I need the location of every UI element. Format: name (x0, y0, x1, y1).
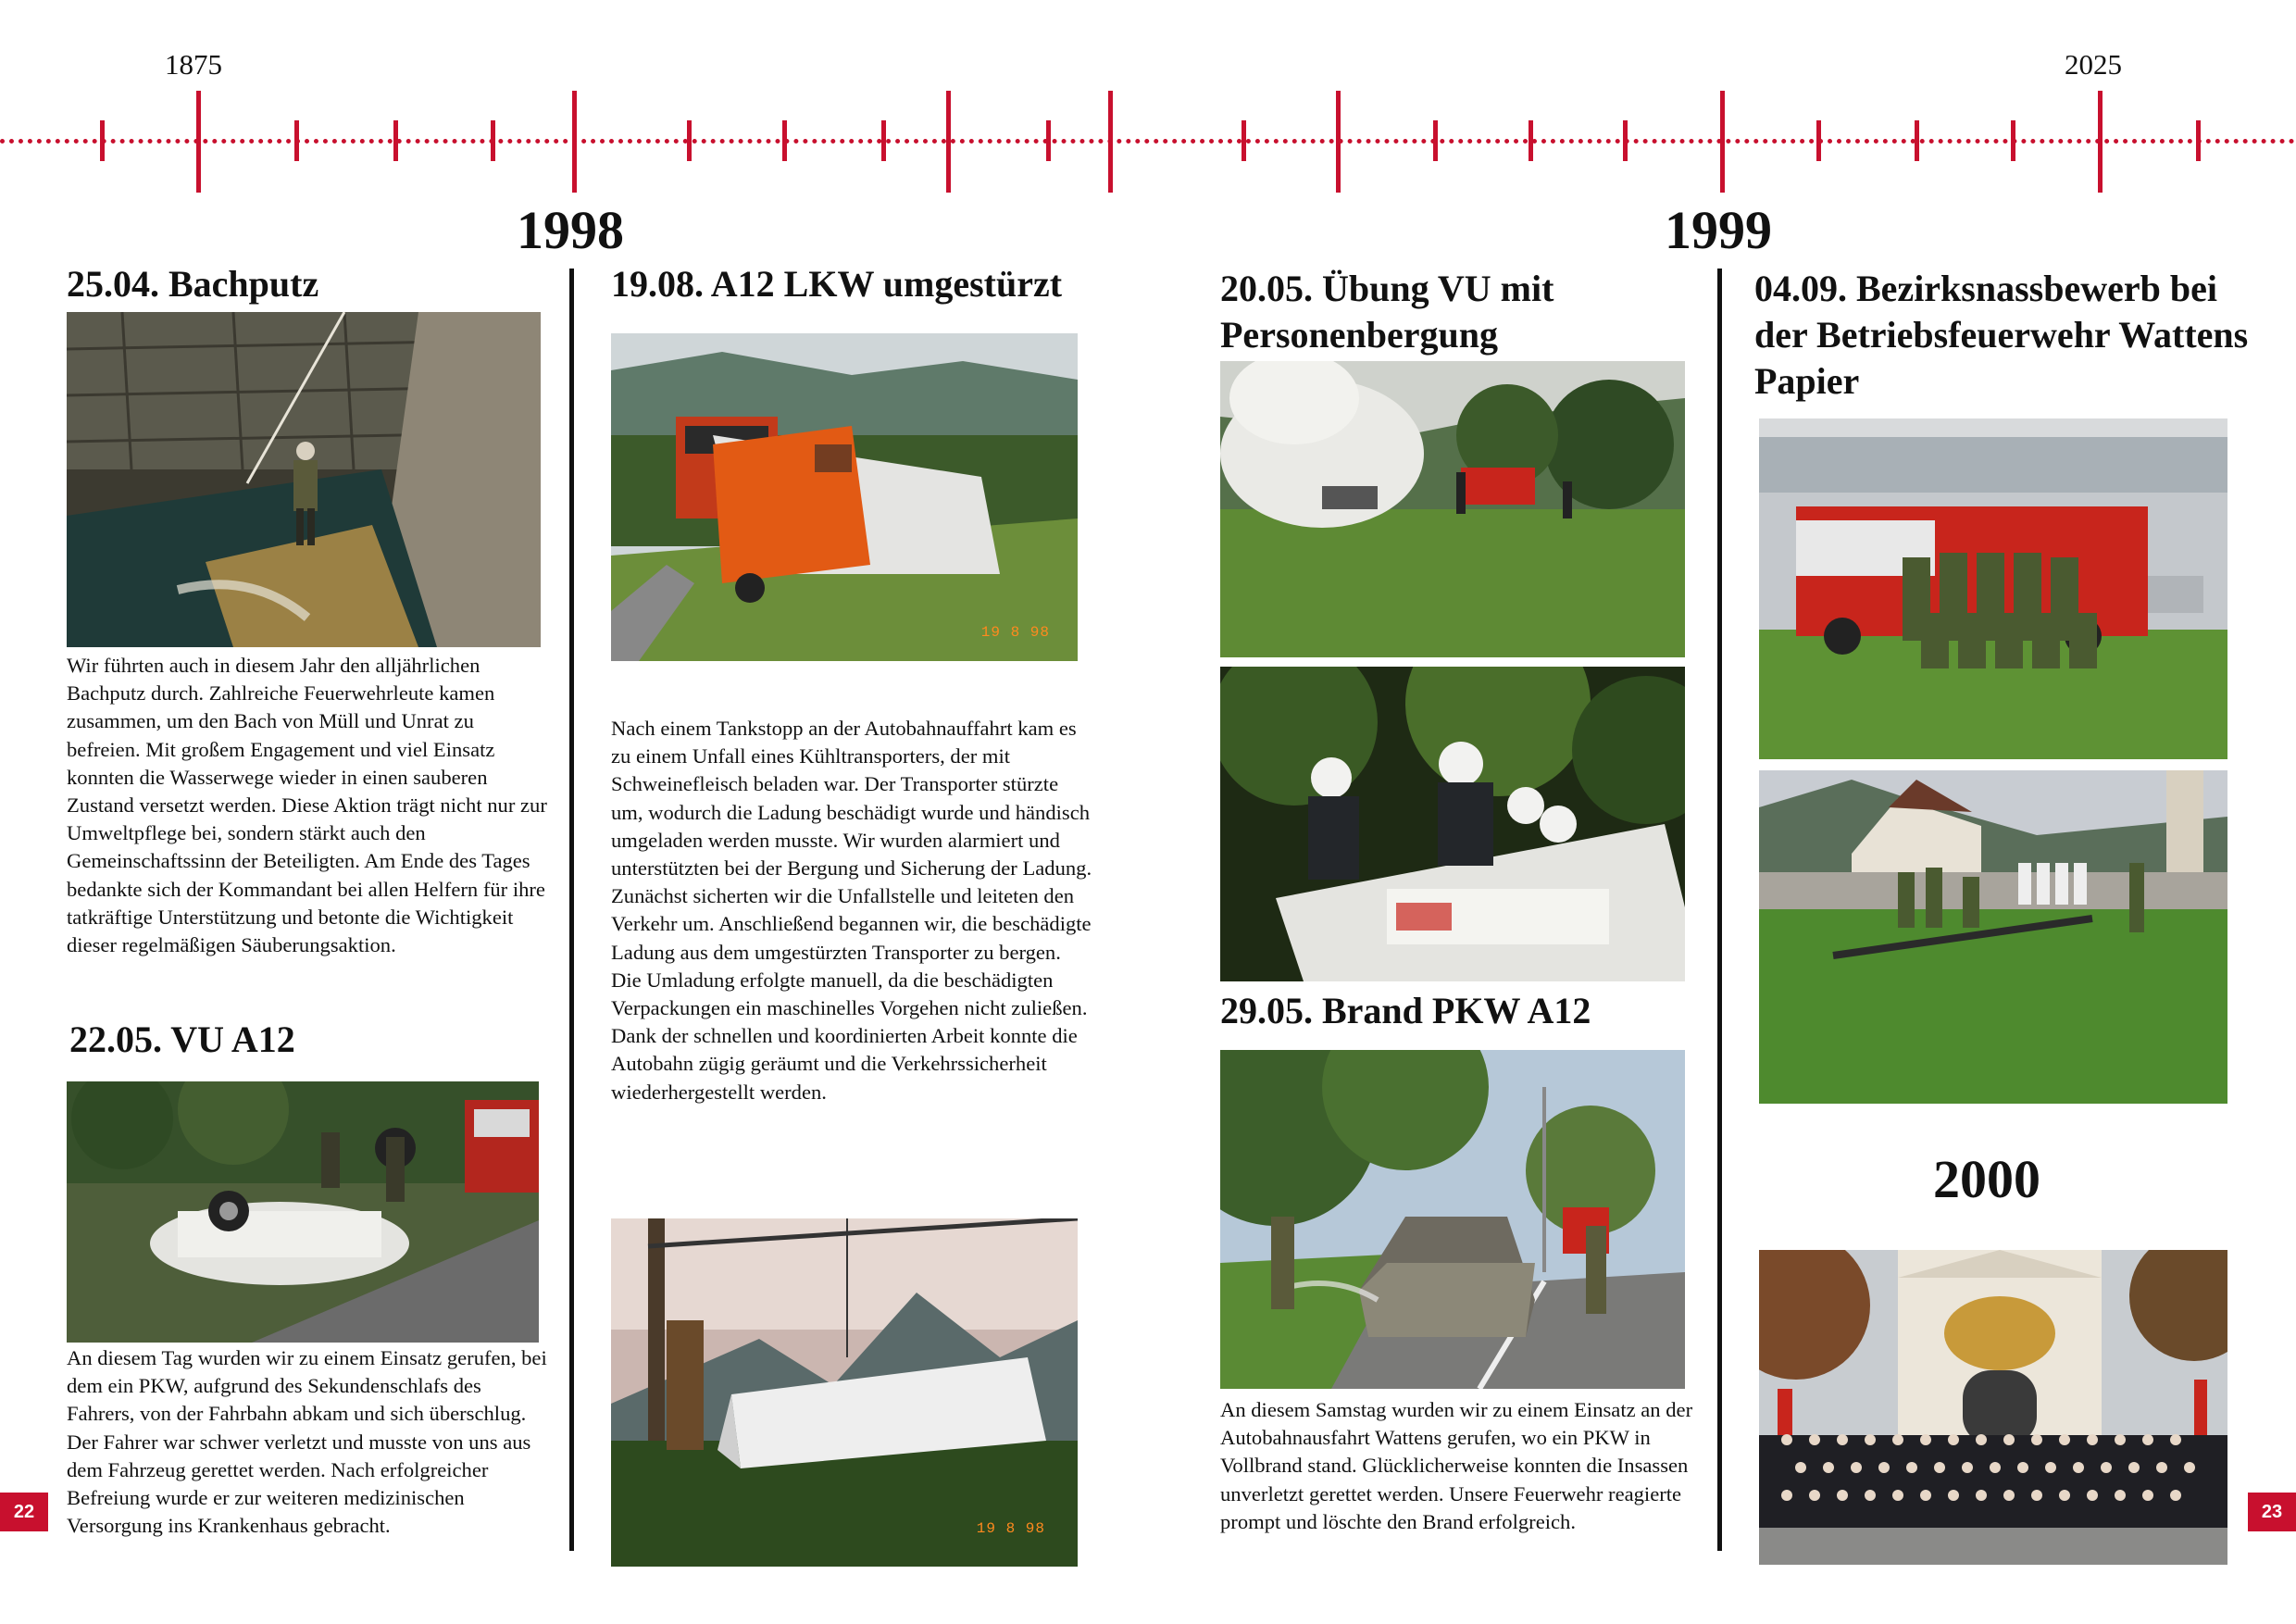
timeline-minor-tick (1433, 120, 1438, 161)
year-heading-1999: 1999 (1665, 200, 1772, 260)
event-title-vu-a12: 22.05. VU A12 (69, 1018, 295, 1060)
timeline-minor-tick (294, 120, 299, 161)
timeline-major-tick (1108, 91, 1113, 193)
event-body-brand: An diesem Samstag wurden wir zu einem Einsatz an der Autobahnausfahrt Wattens gerufen, wo ein PKW in Vollbrand stand. Glücklicherweise konnten die Insassen unverletzt gerettet werden. Unsere Feuerwehr reagierte prompt und löschte den Brand erfolgreich. (1220, 1398, 1693, 1533)
event-body-lkw-paragraph-1: Nach einem Tankstopp an der Autobahnauffahrt kam es zu einem Unfall eines Kühltransporters, der mit Schweinefleisch beladen war. Der Transporter stürzte um, wodurch die Ladung beschädigt wurde und händisch umgeladen werden musste. Wir wurden alarmiert und unterstützten bei der Bergung und Sicherung der Ladung. (611, 717, 1092, 881)
timeline-minor-tick (1816, 120, 1821, 161)
event-title-brand: 29.05. Brand PKW A12 (1220, 990, 1591, 1031)
photo-bezirk-competition (1759, 770, 2227, 1104)
photo-uebung-smoke (1220, 361, 1685, 657)
event-body-bachputz: Wir führten auch in diesem Jahr den alljährlichen Bachputz durch. Zahlreiche Feuerwehrleute kamen zusammen, um den Bach von Müll und Unrat zu befreien. Mit großem Engagement und viel Einsatz konnten die Wasserwege wieder in einen sauberen Zustand versetzt werden. Diese Aktion trägt nicht nur zur Umweltpflege bei, sondern stärkt auch den Gemeinschaftssinn der Beteiligten. Am Ende des Tages bedankte sich der Kommandant bei allen Helfern für ihre tatkräftige Unterstützung und betonte die Wichtigkeit dieser regelmäßigen Säuberungsaktion. (67, 654, 547, 957)
timeline-start-year: 1875 (165, 48, 222, 81)
timeline-major-tick (946, 91, 951, 193)
event-title-uebung: 20.05. Übung VU mit Personenbergung (1220, 268, 1554, 356)
timeline-minor-tick (393, 120, 398, 161)
event-body-lkw-paragraph-2: Zunächst sicherten wir die Unfallstelle und leiteten den Verkehr um. Anschließend begannen wir, die beschädigte Ladung aus dem umgestürzten Transporter zu bergen. Die Umladung erfolgte manuell, da die beschädigten Verpackungen ein maschinelles Vorgehen nicht zuließen. (611, 884, 1092, 1020)
event-title-bezirk: 04.09. Bezirksnassbewerb bei der Betriebsfeuerwehr Wattens Papier (1754, 268, 2249, 402)
photo-date-stamp: 19 8 98 (980, 624, 1050, 641)
timeline-major-tick (2098, 91, 2103, 193)
timeline-end-year: 2025 (2065, 48, 2122, 81)
timeline-minor-tick (1242, 120, 1246, 161)
column-divider (569, 269, 574, 1551)
timeline-major-tick (196, 91, 201, 193)
photo-lkw-crane (611, 1218, 1078, 1567)
timeline-major-tick (572, 91, 577, 193)
page-number-left: 22 (0, 1493, 48, 1531)
timeline-minor-tick (687, 120, 692, 161)
year-heading-1998: 1998 (517, 200, 624, 260)
event-title-lkw: 19.08. A12 LKW umgestürzt (611, 263, 1063, 305)
event-body-vu-a12: An diesem Tag wurden wir zu einem Einsatz gerufen, bei dem ein PKW, aufgrund des Sekundenschlafs des Fahrers, von der Fahrbahn abkam und sich überschlug. Der Fahrer war schwer verletzt und musste von uns aus dem Fahrzeug gerettet werden. Nach erfolgreicher Befreiung wurde er zur weiteren medizinischen Versorgung ins Krankenhaus gebracht. (67, 1346, 547, 1538)
timeline-minor-tick (491, 120, 495, 161)
timeline-minor-tick (100, 120, 105, 161)
event-title-bachputz: 25.04. Bachputz (67, 263, 319, 305)
photo-brand-pkw (1220, 1050, 1685, 1389)
photo-date-stamp: 19 8 98 (976, 1520, 1045, 1537)
event-body-lkw-paragraph-3: Dank der schnellen und koordinierten Arbeit konnte die Autobahn zügig geräumt und die Verkehrssicherheit wiederhergestellt werden. (611, 1024, 1078, 1104)
timeline-minor-tick (881, 120, 886, 161)
timeline-minor-tick (782, 120, 787, 161)
timeline-minor-tick (2011, 120, 2015, 161)
photo-vu-a12 (67, 1081, 539, 1343)
photo-uebung-rescue (1220, 667, 1685, 981)
timeline-minor-tick (2196, 120, 2201, 161)
timeline-major-tick (1336, 91, 1341, 193)
timeline-minor-tick (1046, 120, 1051, 161)
timeline-major-tick (1720, 91, 1725, 193)
photo-bezirk-group (1759, 418, 2227, 759)
timeline-dotted-line (0, 139, 2296, 144)
photo-lkw-overturned (611, 333, 1078, 661)
timeline-minor-tick (1915, 120, 1919, 161)
page-number-right: 23 (2248, 1493, 2296, 1531)
event-body-lkw (611, 715, 1094, 1106)
year-heading-2000: 2000 (1933, 1149, 2040, 1209)
photo-bachputz (67, 312, 541, 647)
photo-2000-group-chapel (1759, 1250, 2227, 1565)
timeline-minor-tick (1529, 120, 1533, 161)
timeline-minor-tick (1623, 120, 1628, 161)
column-divider (1717, 269, 1722, 1551)
